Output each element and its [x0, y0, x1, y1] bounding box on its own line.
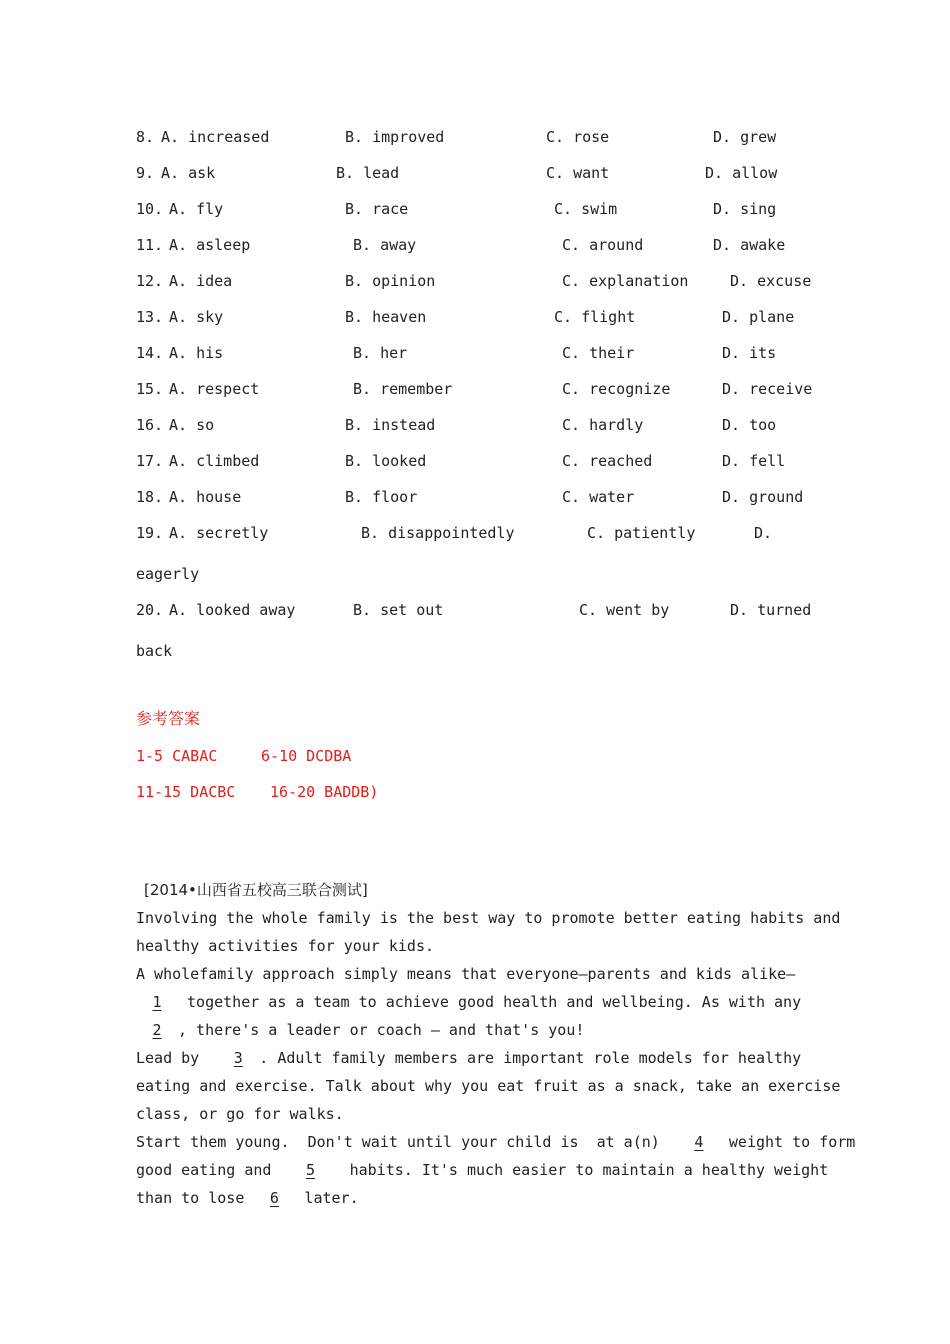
- option-b: B. away: [353, 236, 417, 254]
- option-a: A. increased: [161, 128, 270, 146]
- option-c: C. flight: [554, 308, 636, 326]
- option-a: A. respect: [169, 380, 260, 398]
- option-a: A. secretly: [169, 524, 269, 542]
- question-row: [136, 270, 836, 292]
- question-number: 10.: [136, 200, 164, 218]
- question-number: 13.: [136, 308, 164, 326]
- option-b: B. remember: [353, 380, 453, 398]
- option-d: D. awake: [713, 236, 786, 254]
- passage-line: [136, 960, 816, 988]
- option-b: B. disappointedly: [361, 524, 515, 542]
- question-row: [136, 234, 836, 256]
- question-row: [136, 522, 836, 544]
- option-d: D. receive: [722, 380, 813, 398]
- option-a: A. his: [169, 344, 224, 362]
- option-a: A. idea: [169, 272, 233, 290]
- question-row: [136, 450, 836, 472]
- option-b: B. lead: [336, 164, 400, 182]
- blank-4[interactable]: 4: [694, 1133, 704, 1151]
- answer-row: [136, 745, 536, 767]
- option-b: B. improved: [345, 128, 445, 146]
- passage-text: eating and exercise. Talk about why you eat fruit as a snack, take an exercise: [136, 1077, 841, 1095]
- option-b: B. set out: [353, 601, 444, 619]
- option-c: C. patiently: [587, 524, 696, 542]
- passage-line: [136, 1100, 816, 1128]
- option-c: C. want: [546, 164, 610, 182]
- passage-line: [136, 988, 816, 1016]
- question-row: [136, 198, 836, 220]
- passage-text: A wholefamily approach simply means that everyone—parents and kids alike—: [136, 965, 796, 983]
- question-number: 8.: [136, 128, 155, 146]
- question-number: 20.: [136, 601, 164, 619]
- passage-text: good eating and: [136, 1161, 290, 1179]
- source-citation: [2014•山西省五校高三联合测试]: [144, 881, 368, 899]
- question-number: 9.: [136, 164, 155, 182]
- option-d: D. turned: [730, 601, 812, 619]
- blank-1[interactable]: 1: [152, 993, 162, 1011]
- option-b: B. race: [345, 200, 409, 218]
- option-c: C. hardly: [562, 416, 644, 434]
- passage-text: later.: [295, 1189, 359, 1207]
- option-c: C. reached: [562, 452, 653, 470]
- passage-text: Lead by: [136, 1049, 218, 1067]
- option-d: D. plane: [722, 308, 795, 326]
- question-row: [136, 414, 836, 436]
- option-b: B. floor: [345, 488, 418, 506]
- option-a: A. looked away: [169, 601, 296, 619]
- passage-line: [136, 904, 841, 932]
- passage-line: [136, 1016, 816, 1044]
- option-d: D. excuse: [730, 272, 812, 290]
- passage-line: [136, 932, 816, 960]
- passage-text: . Adult family members are important role models for healthy: [259, 1049, 802, 1067]
- question-continuation: eagerly: [136, 565, 200, 583]
- blank-6[interactable]: 6: [269, 1189, 279, 1207]
- question-number: 18.: [136, 488, 164, 506]
- option-a: A. asleep: [169, 236, 251, 254]
- option-d: D. sing: [713, 200, 777, 218]
- answer-group: 11-15 DACBC: [136, 783, 236, 801]
- question-row: [136, 599, 836, 621]
- option-c: C. around: [562, 236, 644, 254]
- blank-5[interactable]: 5: [306, 1161, 316, 1179]
- passage-text: weight to form: [719, 1133, 856, 1151]
- passage-text: habits. It's much easier to maintain a healthy weight: [331, 1161, 829, 1179]
- answer-group: 16-20 BADDB): [270, 783, 379, 801]
- option-b: B. heaven: [345, 308, 427, 326]
- option-a: A. so: [169, 416, 215, 434]
- option-b: B. opinion: [345, 272, 436, 290]
- source-line: [136, 876, 816, 904]
- passage-text: together as a team to achieve good health and wellbeing. As with any: [178, 993, 802, 1011]
- question-number: 19.: [136, 524, 164, 542]
- passage-line: [136, 1184, 816, 1212]
- option-c: C. explanation: [562, 272, 689, 290]
- passage-text: Start them young. Don't wait until your child is at a(n): [136, 1133, 678, 1151]
- question-number: 16.: [136, 416, 164, 434]
- option-a: A. sky: [169, 308, 224, 326]
- option-c: C. swim: [554, 200, 618, 218]
- question-row: [136, 306, 836, 328]
- passage-line: [136, 1128, 856, 1156]
- option-b: B. her: [353, 344, 408, 362]
- answer-group: 6-10 DCDBA: [261, 747, 352, 765]
- answer-row: [136, 781, 536, 803]
- question-row: [136, 342, 836, 364]
- answer-key-title: 参考答案: [136, 709, 201, 728]
- option-a: A. climbed: [169, 452, 260, 470]
- option-c: C. went by: [579, 601, 670, 619]
- option-d: D. its: [722, 344, 777, 362]
- option-d: D. allow: [705, 164, 778, 182]
- option-b: B. instead: [345, 416, 436, 434]
- option-d: D. fell: [722, 452, 786, 470]
- cloze-passage: [136, 876, 856, 1212]
- question-number: 12.: [136, 272, 164, 290]
- passage-line: [136, 1156, 829, 1184]
- passage-text: healthy activities for your kids.: [136, 937, 435, 955]
- question-row: [136, 126, 836, 148]
- option-d: D. grew: [713, 128, 777, 146]
- question-number: 15.: [136, 380, 164, 398]
- question-continuation: back: [136, 642, 173, 660]
- option-d: D. ground: [722, 488, 804, 506]
- question-number: 14.: [136, 344, 164, 362]
- question-number: 17.: [136, 452, 164, 470]
- option-c: C. their: [562, 344, 635, 362]
- option-d: D. too: [722, 416, 777, 434]
- passage-line: [136, 1044, 816, 1072]
- option-d: D.: [754, 524, 773, 542]
- passage-text: Involving the whole family is the best way to promote better eating habits and: [136, 909, 841, 927]
- answer-group: 1-5 CABAC: [136, 747, 218, 765]
- question-row: [136, 162, 836, 184]
- question-row: [136, 486, 836, 508]
- option-b: B. looked: [345, 452, 427, 470]
- passage-text: class, or go for walks.: [136, 1105, 344, 1123]
- option-c: C. recognize: [562, 380, 671, 398]
- passage-text: , there's a leader or coach — and that's you!: [178, 1021, 585, 1039]
- option-a: A. house: [169, 488, 242, 506]
- question-number: 11.: [136, 236, 164, 254]
- option-c: C. rose: [546, 128, 610, 146]
- blank-3[interactable]: 3: [233, 1049, 243, 1067]
- blank-2[interactable]: 2: [152, 1021, 162, 1039]
- option-a: A. fly: [169, 200, 224, 218]
- option-c: C. water: [562, 488, 635, 506]
- passage-line: [136, 1072, 841, 1100]
- question-row: [136, 378, 836, 400]
- option-a: A. ask: [161, 164, 216, 182]
- passage-text: than to lose: [136, 1189, 254, 1207]
